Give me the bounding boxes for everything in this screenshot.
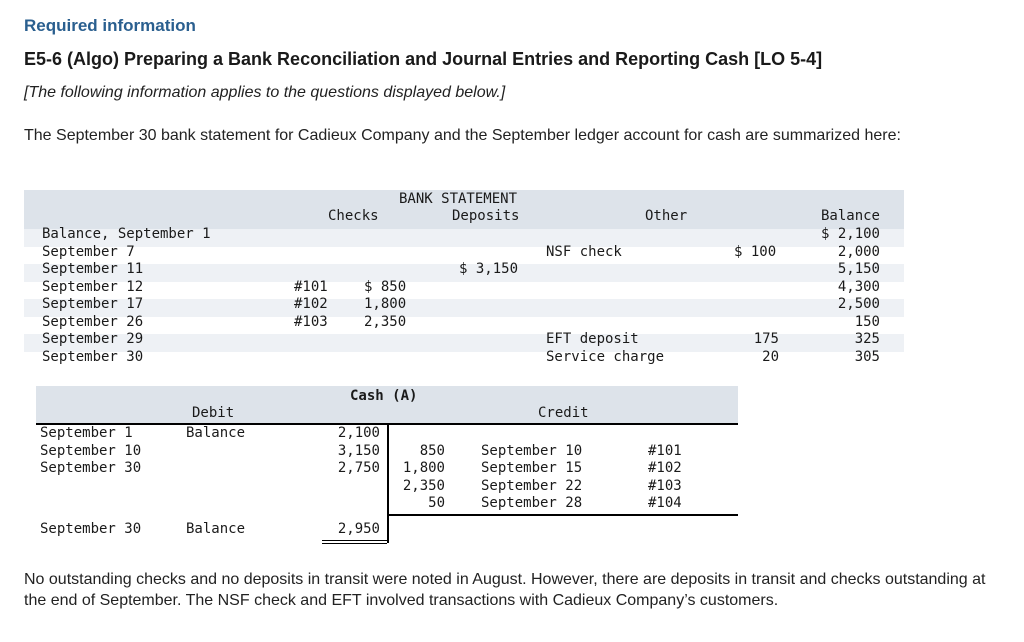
bs-row-date: Balance, September 1 (42, 226, 211, 242)
col-balance-header: Balance (820, 208, 880, 224)
bs-row-date: September 30 (42, 348, 144, 365)
bs-row-other-amt: 20 (762, 348, 779, 365)
bs-row-check-amt: $ 850 (364, 278, 407, 295)
bs-row-check-no: #101 (294, 278, 328, 295)
bs-row-other-desc: Service charge (546, 348, 665, 365)
debit-row-date: September 1 (40, 425, 133, 441)
credit-row-date: September 15 (481, 460, 583, 476)
bs-row-balance: 150 (854, 313, 880, 330)
debit-row-amount: 2,100 (337, 425, 380, 441)
bs-row-balance: $ 2,100 (820, 226, 880, 242)
bs-row-date: September 7 (42, 243, 135, 260)
bs-row-other-amt: 175 (753, 331, 779, 347)
bs-row-check-amt: 1,800 (364, 296, 407, 312)
balance-double-rule-top (322, 540, 387, 541)
credit-label: Credit (538, 405, 589, 421)
credit-row-ref: #101 (648, 442, 682, 459)
required-information-heading: Required information (24, 16, 196, 35)
bs-row-date: September 17 (42, 296, 144, 312)
col-other-header: Other (645, 208, 688, 224)
credit-row-amount: 850 (419, 442, 445, 459)
bs-row-check-no: #103 (294, 313, 328, 330)
debit-row-date: September 30 (40, 460, 142, 476)
debit-row-amount: 3,150 (337, 442, 380, 459)
bs-row-other-desc: EFT deposit (546, 331, 639, 347)
exercise-subtitle: [The following information applies to the questions displayed below.] (24, 84, 506, 101)
bs-row-date: September 12 (42, 278, 144, 295)
bs-row-date: September 29 (42, 331, 144, 347)
credit-row-date: September 22 (481, 477, 583, 494)
col-deposits-header: Deposits (452, 208, 520, 224)
bs-row-balance: 2,500 (837, 296, 880, 312)
bs-row-date: September 26 (42, 313, 144, 330)
bs-row-balance: 325 (854, 331, 880, 347)
ending-balance-label: Balance (186, 521, 246, 537)
col-checks-header: Checks (328, 208, 379, 224)
bs-row-check-amt: 2,350 (364, 313, 407, 330)
ending-balance-date: September 30 (40, 521, 142, 537)
debit-row-amount: 2,750 (337, 460, 380, 476)
credit-row-ref: #102 (648, 460, 682, 476)
bs-row-balance: 5,150 (837, 261, 880, 277)
exercise-title: E5-6 (Algo) Preparing a Bank Reconciliation and Journal Entries and Reporting Cash [LO 5-4] (24, 49, 823, 69)
t-account-vertical-rule (387, 423, 389, 543)
bs-row-date: September 11 (42, 261, 144, 277)
debit-row-desc: Balance (186, 425, 246, 441)
ending-balance-amount: 2,950 (337, 521, 380, 537)
balance-double-rule-bottom (322, 543, 387, 544)
credit-total-rule (387, 514, 738, 516)
credit-row-amount: 50 (428, 495, 445, 511)
credit-row-date: September 28 (481, 495, 583, 511)
bs-row-balance: 4,300 (837, 278, 880, 295)
credit-row-amount: 1,800 (402, 460, 445, 476)
debit-label: Debit (192, 405, 235, 421)
credit-row-date: September 10 (481, 442, 583, 459)
credit-row-amount: 2,350 (402, 477, 445, 494)
row-stripe (24, 299, 904, 317)
debit-row-date: September 10 (40, 442, 142, 459)
bank-statement-title: BANK STATEMENT (399, 191, 518, 207)
t-account-title: Cash (A) (350, 388, 418, 404)
bs-row-other-amt: $ 100 (734, 243, 777, 260)
bs-row-check-no: #102 (294, 296, 328, 312)
credit-row-ref: #104 (648, 495, 682, 511)
bs-row-balance: 305 (854, 348, 880, 365)
intro-text: The September 30 bank statement for Cadieux Company and the September ledger account for cash are summarized here: (24, 127, 901, 144)
bs-row-other-desc: NSF check (546, 243, 622, 260)
bs-row-balance: 2,000 (837, 243, 880, 260)
bs-row-deposit: $ 3,150 (459, 261, 519, 277)
footer-note: No outstanding checks and no deposits in transit were noted in August. However, there are deposits in transit and checks outstanding at the end of September. The NSF check and EFT involved transactions with Cadieux Company’s customers. (24, 571, 986, 609)
credit-row-ref: #103 (648, 477, 682, 494)
